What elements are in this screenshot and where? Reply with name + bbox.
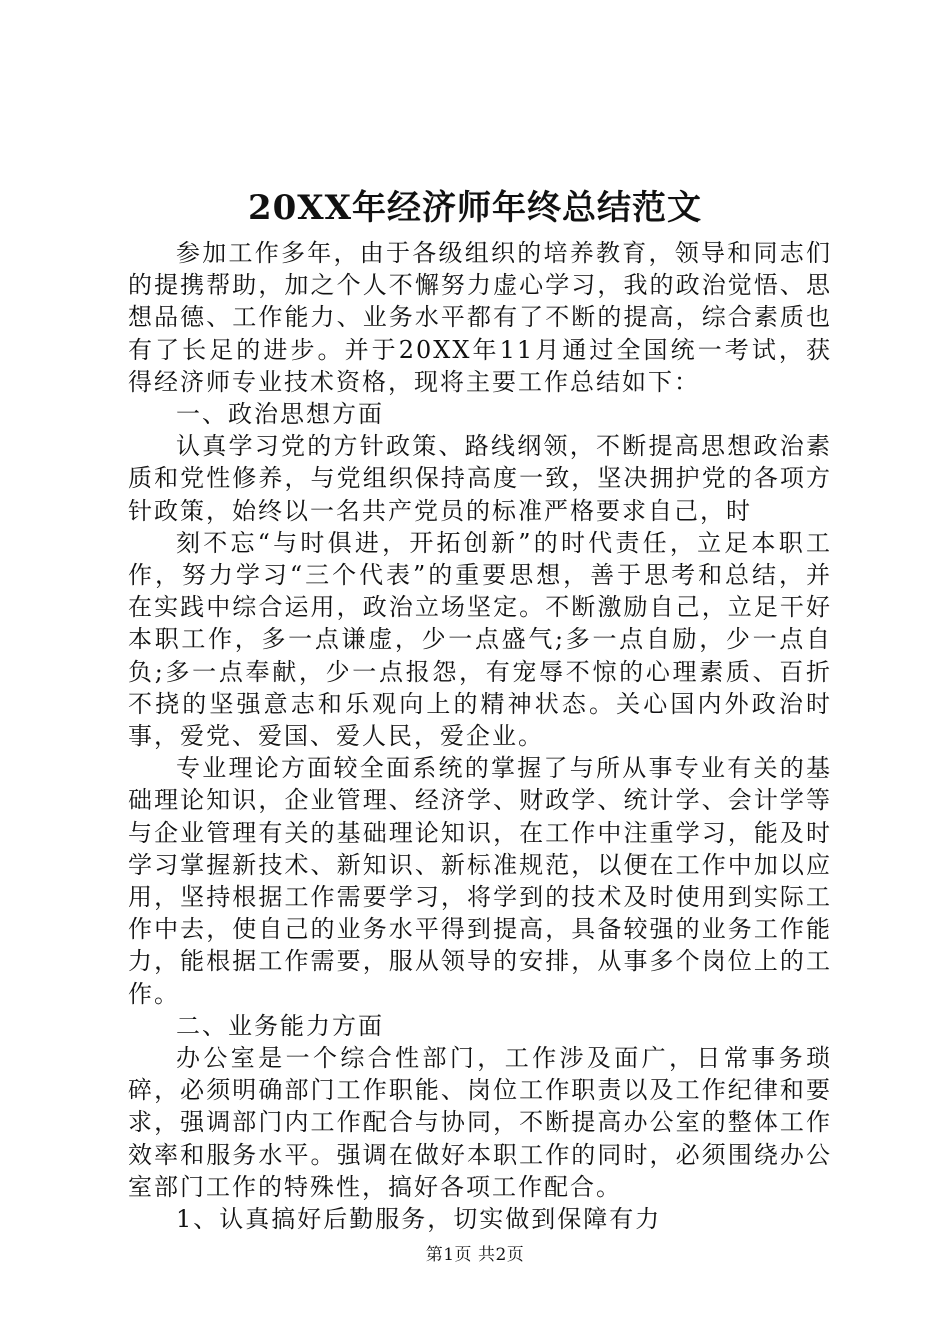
paragraph-theory: 专业理论方面较全面系统的掌握了与所从事专业有关的基础理论知识，企业管理、经济学、财政学、统计学、会计学等与企业管理有关的基础理论知识，在工作中注重学习，能及时学习掌握新技术、新知识、新标准规范，以便在工作中加以应用，坚持根据工作需要学习，将学到的技术及时使用到实际工作中去，使自己的业务水平得到提高，具备较强的业务工作能力，能根据工作需要，服从领导的安排，从事多个岗位上的工作。 xyxy=(128,754,832,1008)
section-heading-political: 一、政治思想方面 xyxy=(176,400,384,429)
paragraph-intro: 参加工作多年，由于各级组织的培养教育，领导和同志们的提携帮助，加之个人不懈努力虚心学习，我的政治觉悟、思想品德、工作能力、业务水平都有了不断的提高，综合素质也有了长足的进步。并于20XX年11月通过全国统一考试，获得经济师专业技术资格，现将主要工作总结如下： xyxy=(128,239,832,396)
page-footer: 第1页 共2页 xyxy=(425,1245,525,1265)
document-title: 20XX年经济师年终总结范文 xyxy=(247,188,703,228)
paragraph-office: 办公室是一个综合性部门，工作涉及面广，日常事务琐碎，必须明确部门工作职能、岗位工作职责以及工作纪律和要求，强调部门内工作配合与协同，不断提高办公室的整体工作效率和服务水平。强调在做好本职工作的同时，必须围绕办公室部门工作的特殊性，搞好各项工作配合。 xyxy=(128,1044,832,1201)
paragraph-item-1: 1、认真搞好后勤服务，切实做到保障有力 xyxy=(176,1205,662,1234)
document-body xyxy=(128,237,832,1235)
paragraph-political-2: 刻不忘“与时俱进，开拓创新”的时代责任，立足本职工作，努力学习“三个代表”的重要思想，善于思考和总结，并在实践中综合运用，政治立场坚定。不断激励自己，立足干好本职工作，多一点谦虚，少一点盛气;多一点自励，少一点自负;多一点奉献，少一点报怨，有宠辱不惊的心理素质、百折不挠的坚强意志和乐观向上的精神状态。关心国内外政治时事，爱党、爱国、爱人民，爱企业。 xyxy=(128,528,832,751)
paragraph-political-1: 认真学习党的方针政策、路线纲领，不断提高思想政治素质和党性修养，与党组织保持高度一致，坚决拥护党的各项方针政策，始终以一名共产党员的标准严格要求自己，时 xyxy=(128,432,832,525)
section-heading-business: 二、业务能力方面 xyxy=(176,1011,384,1040)
